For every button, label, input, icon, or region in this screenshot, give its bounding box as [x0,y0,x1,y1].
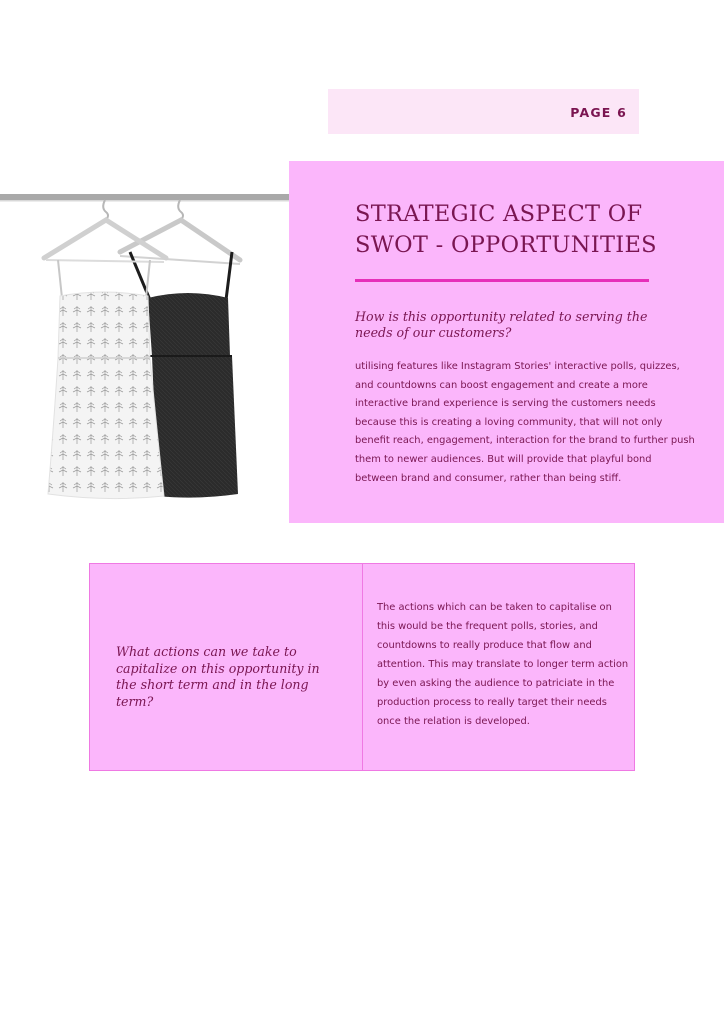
actions-answer: The actions which can be taken to capitalise on this would be the frequent polls, stories, and countdowns to really produce that flow and attention. This may translate to longer term action by even asking the audience to patriciate in the production process to really target their needs once the relation is developed. [377,602,629,727]
hanger-back [120,200,240,264]
customer-needs-answer: utilising features like Instagram Stories' interactive polls, quizzes, and countdowns can boost engagement and create a more interactive brand experience is serving the customers needs because this is creating a loving community, that will not only benefit reach, engagement, interaction for the brand to further push them to newer audiences. But will provide that playful bond between brand and consumer, rather than being stiff. [355,361,695,484]
section-title: STRATEGIC ASPECT OF SWOT - OPPORTUNITIES [355,201,657,258]
actions-table [89,563,635,771]
title-divider [355,279,649,282]
table-divider [362,564,363,770]
dresses-photo [0,160,290,520]
opportunities-panel [289,161,724,523]
customer-needs-question: How is this opportunity related to serving the needs of our customers? [355,309,648,340]
clothes-rail [0,194,290,200]
page-number: PAGE 6 [570,105,627,120]
dresses-illustration [0,160,290,520]
white-patterned-dress [48,260,164,499]
actions-question: What actions can we take to capitalize on this opportunity in the short term and in the long term? [116,644,320,709]
page-number-badge [328,89,639,134]
hanger-front [44,200,166,262]
